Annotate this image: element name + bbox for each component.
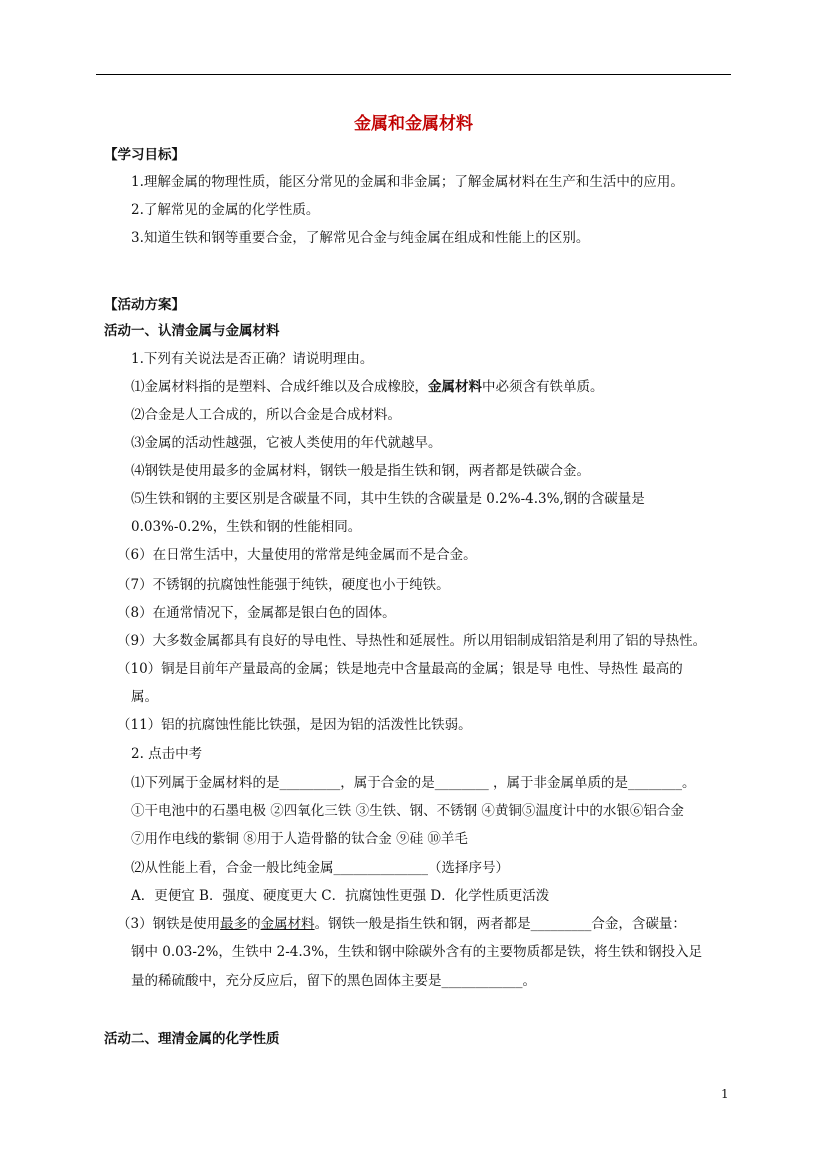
question1-intro: 1.下列有关说法是否正确？请说明理由。 bbox=[131, 351, 374, 367]
question2-options-line1: ①干电池中的石墨电极 ②四氧化三铁 ③生铁、钢、不锈钢 ④黄铜⑤温度计中的水银⑥铝合金 bbox=[131, 803, 684, 819]
page-title: 金属和金属材料 bbox=[354, 114, 473, 134]
question2-part2: ⑵从性能上看，合金一般比纯金属______________（选择序号） bbox=[131, 860, 509, 876]
statement-1 bbox=[131, 378, 604, 396]
question2-part2-choices: A．更便宜 B．强度、硬度更大 C．抗腐蚀性更强 D．化学性质更活泼 bbox=[131, 888, 550, 904]
statement-5-line2: 0.03%-0.2%，生铁和钢的性能相同。 bbox=[131, 519, 362, 535]
question3-line2: 钢中 0.03-2%，生铁中 2-4.3%，生铁和钢中除碳外含有的主要物质都是铁，将生铁和钢投入足 bbox=[131, 944, 703, 960]
statement-7: （7）不锈钢的抗腐蚀性能强于纯铁，硬度也小于纯铁。 bbox=[117, 577, 450, 593]
question2-options-line2: ⑦用作电线的紫铜 ⑧用于人造骨骼的钛合金 ⑨硅 ⑩羊毛 bbox=[131, 831, 468, 847]
statement-9: （9）大多数金属都具有良好的导电性、导热性和延展性。所以用铝制成铝箔是利用了铝的导热性。 bbox=[117, 633, 707, 649]
goal-item-2: 2.了解常见的金属的化学性质。 bbox=[131, 202, 320, 218]
plan-heading: 【活动方案】 bbox=[104, 297, 185, 313]
question3-text-c: 。钢铁一般是指生铁和钢，两者都是_________合金，含碳量： bbox=[314, 916, 686, 932]
statement-10-line1: （10）铜是目前年产量最高的金属；铁是地壳中含量最高的金属；银是导 电性、导热性 最高的 bbox=[117, 661, 683, 677]
statement-1-part-b: 中必须含有铁单质。 bbox=[482, 379, 604, 395]
question3-underline-2: 金属材料 bbox=[260, 916, 315, 932]
activity2-heading: 活动二、理清金属的化学性质 bbox=[104, 1031, 280, 1047]
statement-1-bold: 金属材料 bbox=[428, 379, 482, 395]
statement-11: （11）铝的抗腐蚀性能比铁强，是因为铝的活泼性比铁弱。 bbox=[117, 717, 472, 733]
activity1-heading: 活动一、认清金属与金属材料 bbox=[104, 323, 280, 339]
question2-intro: 2. 点击中考 bbox=[131, 746, 203, 762]
statement-3: ⑶金属的活动性越强，它被人类使用的年代就越早。 bbox=[131, 435, 442, 451]
question3-text-a: （3）钢铁是使用 bbox=[117, 916, 221, 932]
page-number: 1 bbox=[721, 1087, 729, 1101]
question3-underline-1: 最多 bbox=[220, 916, 248, 932]
statement-5-line1: ⑸生铁和钢的主要区别是含碳量不同，其中生铁的含碳量是 0.2%-4.3%,钢的含碳量是 bbox=[131, 491, 645, 507]
header-rule bbox=[96, 74, 731, 75]
statement-2: ⑵合金是人工合成的，所以合金是合成材料。 bbox=[131, 407, 401, 423]
question3-line1 bbox=[117, 915, 686, 933]
statement-4: ⑷钢铁是使用最多的金属材料，钢铁一般是指生铁和钢，两者都是铁碳合金。 bbox=[131, 463, 590, 479]
statement-8: （8）在通常情况下，金属都是银白色的固体。 bbox=[117, 605, 396, 621]
goals-heading: 【学习目标】 bbox=[104, 147, 185, 163]
goal-item-1: 1.理解金属的物理性质，能区分常见的金属和非金属；了解金属材料在生产和生活中的应用。 bbox=[131, 174, 684, 190]
goal-item-3: 3.知道生铁和钢等重要合金，了解常见合金与纯金属在组成和性能上的区别。 bbox=[131, 230, 590, 246]
question3-line3: 量的稀硫酸中，充分反应后，留下的黑色固体主要是____________。 bbox=[131, 973, 536, 989]
statement-10-line2: 属。 bbox=[131, 689, 158, 705]
statement-6: （6）在日常生活中，大量使用的常常是纯金属而不是合金。 bbox=[117, 547, 477, 563]
statement-1-part-a: ⑴金属材料指的是塑料、合成纤维以及合成橡胶， bbox=[131, 379, 428, 395]
question2-part1: ⑴下列属于金属材料的是_________，属于合金的是________ ，属于非金属单质的是________。 bbox=[131, 775, 696, 791]
question3-text-b: 的 bbox=[247, 916, 261, 932]
